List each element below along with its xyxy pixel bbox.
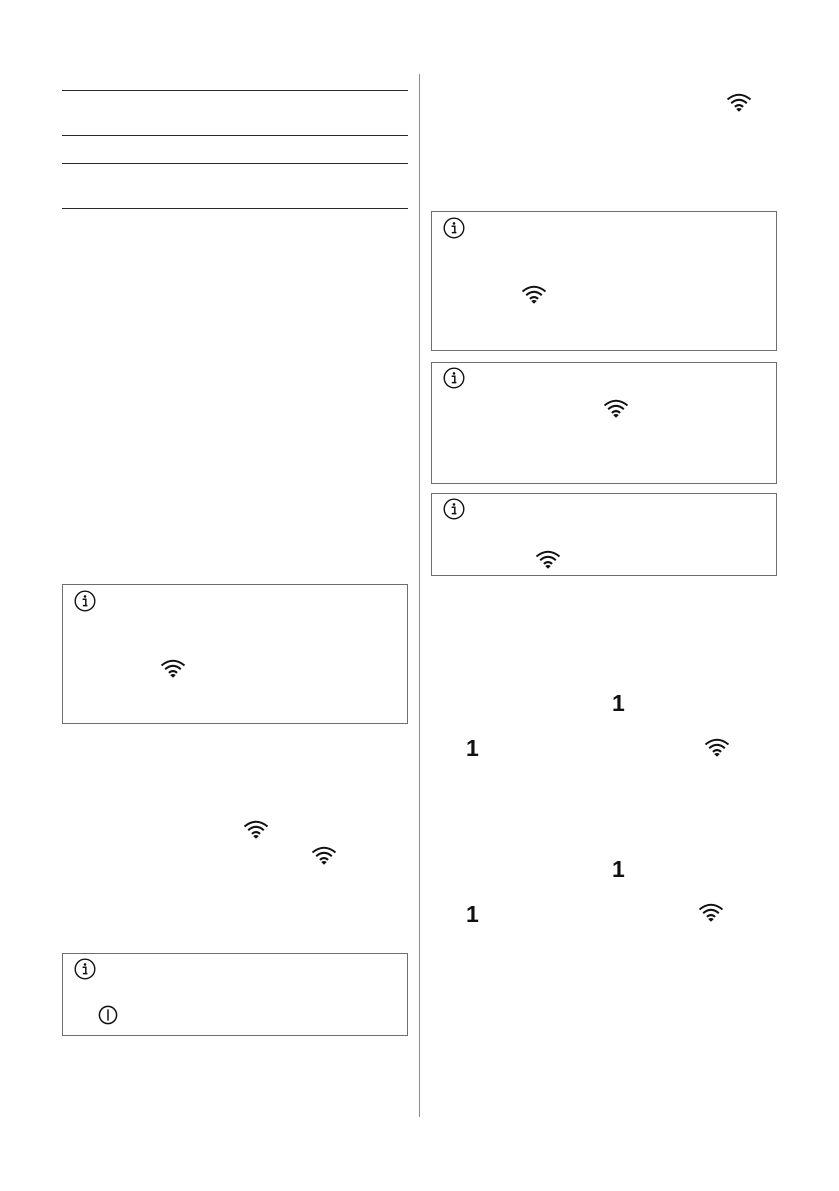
note-box-left-2 — [62, 953, 408, 1036]
wifi-icon — [726, 93, 752, 113]
power-icon — [98, 1005, 118, 1025]
table-rule-top — [62, 90, 408, 91]
info-icon — [74, 958, 96, 980]
program-digit: 1 — [612, 690, 625, 716]
info-icon — [443, 217, 465, 239]
table-rule-3 — [62, 163, 408, 164]
info-icon — [443, 367, 465, 389]
note-box-right-3 — [431, 493, 777, 576]
wifi-icon — [160, 659, 186, 679]
program-digit: 1 — [466, 901, 479, 927]
program-digit: 1 — [612, 856, 625, 882]
note-box-right-1 — [431, 211, 777, 351]
wifi-icon — [698, 903, 724, 923]
wifi-icon — [535, 550, 561, 570]
wifi-icon — [243, 820, 269, 840]
program-digit: 1 — [466, 735, 479, 761]
column-divider — [419, 74, 420, 1117]
table-rule-bottom — [62, 208, 408, 209]
note-box-right-2 — [431, 362, 777, 484]
wifi-icon — [311, 846, 337, 866]
note-box-left-1 — [62, 584, 408, 724]
info-icon — [74, 590, 96, 612]
wifi-icon — [521, 285, 547, 305]
table-rule-2 — [62, 135, 408, 136]
wifi-icon — [603, 399, 629, 419]
wifi-icon — [704, 738, 730, 758]
info-icon — [443, 498, 465, 520]
